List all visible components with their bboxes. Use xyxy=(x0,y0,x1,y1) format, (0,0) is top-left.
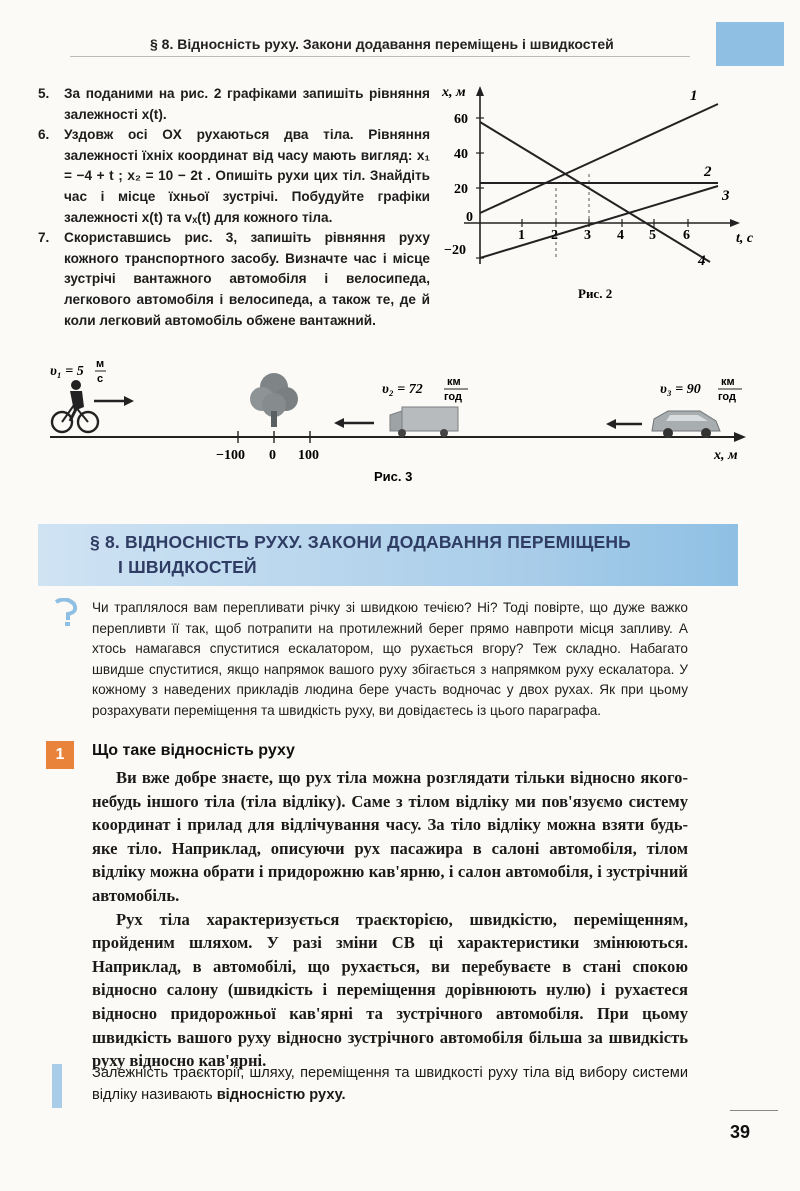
x-axis-label: t, с xyxy=(736,231,754,246)
y-tick-label: 40 xyxy=(454,147,468,162)
x-axis-arrow xyxy=(734,432,746,442)
exercise-text: Уздовж осі OX рухаються два тіла. Рівняння залежності їхніх координат від часу мають вигляд: x₁ = −4 + t ; x₂ = 10 − 2t . Опишіть рухи цих тіл. Знайдіть час і місце їхньої зустрічі. Побудуйте графіки залежності x(t) та vₓ(t) для кожного тіла. xyxy=(64,127,430,225)
velocity-unit-den: год xyxy=(718,391,736,403)
x-tick-label: 6 xyxy=(683,228,690,243)
figure-2-caption: Рис. 2 xyxy=(578,286,613,301)
velocity-unit-den: год xyxy=(444,391,462,403)
body-paragraph-1: Ви вже добре знаєте, що рух тіла можна розглядати тільки відносно якого-небудь іншого тіла (тіла відліку). Саме з тілом відліку ми пов'язуємо систему координат і прилад для відлічування часу. За тіло відліку можна взяти будь-яке тіло. Наприклад, описуючи рух пасажира в салоні автомобіля, тілом відліку можна обрати і придорожню кав'ярню, і салон автомобіля, і зустрічний автомобіль. xyxy=(92,768,688,905)
velocity-unit-num: км xyxy=(721,376,735,388)
exercise-text: За поданими на рис. 2 графіками запишіть рівняння залежності x(t). xyxy=(64,86,430,122)
velocity-label-truck: υ₂ = 72 xyxy=(382,382,423,397)
car-icon xyxy=(652,411,720,438)
axis-label: x, м xyxy=(714,448,738,463)
section-title xyxy=(90,530,730,580)
subsection-title: Що таке відносність руху xyxy=(92,742,295,759)
question-icon xyxy=(52,598,80,626)
body-paragraph-2: Рух тіла характеризується траєкторією, швидкістю, переміщенням, пройденим шляхом. У разі зміни СВ ці характеристики змінюються. Наприклад, в автомобілі, що рухається, ви перебуваєте в стані спокою відносно салону (швидкість і переміщення дорівнюють нулю) і рухаєтеся відносно придорожньої кав'ярні та зустрічного автомобіля. При цьому швидкість вашого руху відносно зустрічного автомобіля більша за швидкість руху відносно кав'ярні. xyxy=(92,909,688,1071)
scale-tick-label: 0 xyxy=(269,448,276,463)
line-label-4: 4 xyxy=(698,253,706,269)
velocity-unit-num: км xyxy=(447,376,461,388)
velocity-unit-num: м xyxy=(96,358,105,370)
running-header: § 8. Відносність руху. Закони додавання переміщень і швидкостей xyxy=(150,36,614,52)
definition-term: відносністю руху. xyxy=(216,1087,346,1103)
line-label-3: 3 xyxy=(722,188,730,204)
figure-3-scene xyxy=(40,345,780,490)
y-tick-label: 0 xyxy=(466,210,473,225)
velocity-unit-den: с xyxy=(97,373,104,385)
x-tick-label: 3 xyxy=(584,228,591,243)
figure-2-svg xyxy=(440,82,780,332)
section-title-line-1: § 8. ВІДНОСНІСТЬ РУХУ. ЗАКОНИ ДОДАВАННЯ ПЕРЕМІЩЕНЬ xyxy=(90,532,631,552)
subsection-body xyxy=(92,766,688,1073)
exercise-7 xyxy=(38,228,430,331)
velocity-label-car: υ₃ = 90 xyxy=(660,382,701,397)
graph-line-4 xyxy=(480,122,710,262)
x-tick-label: 2 xyxy=(551,228,558,243)
section-intro: Чи траплялося вам перепливати річку зі швидкою течією? Ні? Тоді повірте, що дуже важко перепливти її так, щоб потрапити на протилежний берег прямо навпроти місця запливу. А хтось намагався спуститися ескалатором, що рухається вгору? Теж складно. Набагато швидше спуститися, якщо напрямок вашого руху збігається з напрямком руху ескалатора. У кожному з наведених прикладів людина бере участь водночас у двох рухах. Як при цьому розрахувати переміщення та швидкість руху, ви довідаєтесь із цього параграфа. xyxy=(92,600,688,718)
x-tick-label: 5 xyxy=(649,228,656,243)
velocity-label-bicycle: υ₁ = 5 xyxy=(50,364,84,379)
exercise-list xyxy=(38,84,430,331)
x-axis-arrow xyxy=(730,219,740,227)
scale-tick-label: 100 xyxy=(298,448,319,463)
scale-tick-label: −100 xyxy=(216,448,245,463)
exercise-number: 7. xyxy=(38,230,50,246)
exercise-number: 6. xyxy=(38,127,50,143)
figure-2-graph xyxy=(440,82,780,332)
x-tick-label: 1 xyxy=(518,228,525,243)
y-axis-arrow xyxy=(476,86,484,96)
definition-lead: Залежність траєкторії, шляху, переміщення та швидкості руху тіла від вибору системи відліку називають xyxy=(92,1065,688,1103)
y-axis-label: x, м xyxy=(442,85,466,100)
exercise-5 xyxy=(38,84,430,125)
figure-3-caption: Рис. 3 xyxy=(374,469,413,484)
exercise-6 xyxy=(38,125,430,228)
y-tick-label: 20 xyxy=(454,182,468,197)
footer-rule xyxy=(730,1110,778,1111)
header-rule xyxy=(70,56,690,57)
corner-color-tab xyxy=(716,22,784,66)
y-tick-label: −20 xyxy=(444,243,466,258)
exercise-number: 5. xyxy=(38,86,50,101)
figure-3-svg xyxy=(40,345,780,490)
tree-icon xyxy=(250,373,298,427)
line-label-2: 2 xyxy=(704,164,712,180)
definition-box xyxy=(92,1062,688,1106)
page-number: 39 xyxy=(730,1122,751,1142)
line-label-1: 1 xyxy=(690,88,698,104)
x-tick-label: 4 xyxy=(617,228,624,243)
bicycle-icon xyxy=(52,380,98,432)
definition-marker xyxy=(52,1064,62,1108)
truck-icon xyxy=(390,407,458,437)
exercise-text: Скориставшись рис. 3, запишіть рівняння руху кожного транспортного засобу. Визначте час і місце зустрічі вантажного автомобіля і велосипеда, легкового автомобіля і велосипеда, а також те, де й коли легковий автомобіль обжене вантажний. xyxy=(64,230,430,328)
subsection-number-badge: 1 xyxy=(46,741,74,769)
y-tick-label: 60 xyxy=(454,112,468,127)
section-title-line-2: І ШВИДКОСТЕЙ xyxy=(118,557,257,577)
